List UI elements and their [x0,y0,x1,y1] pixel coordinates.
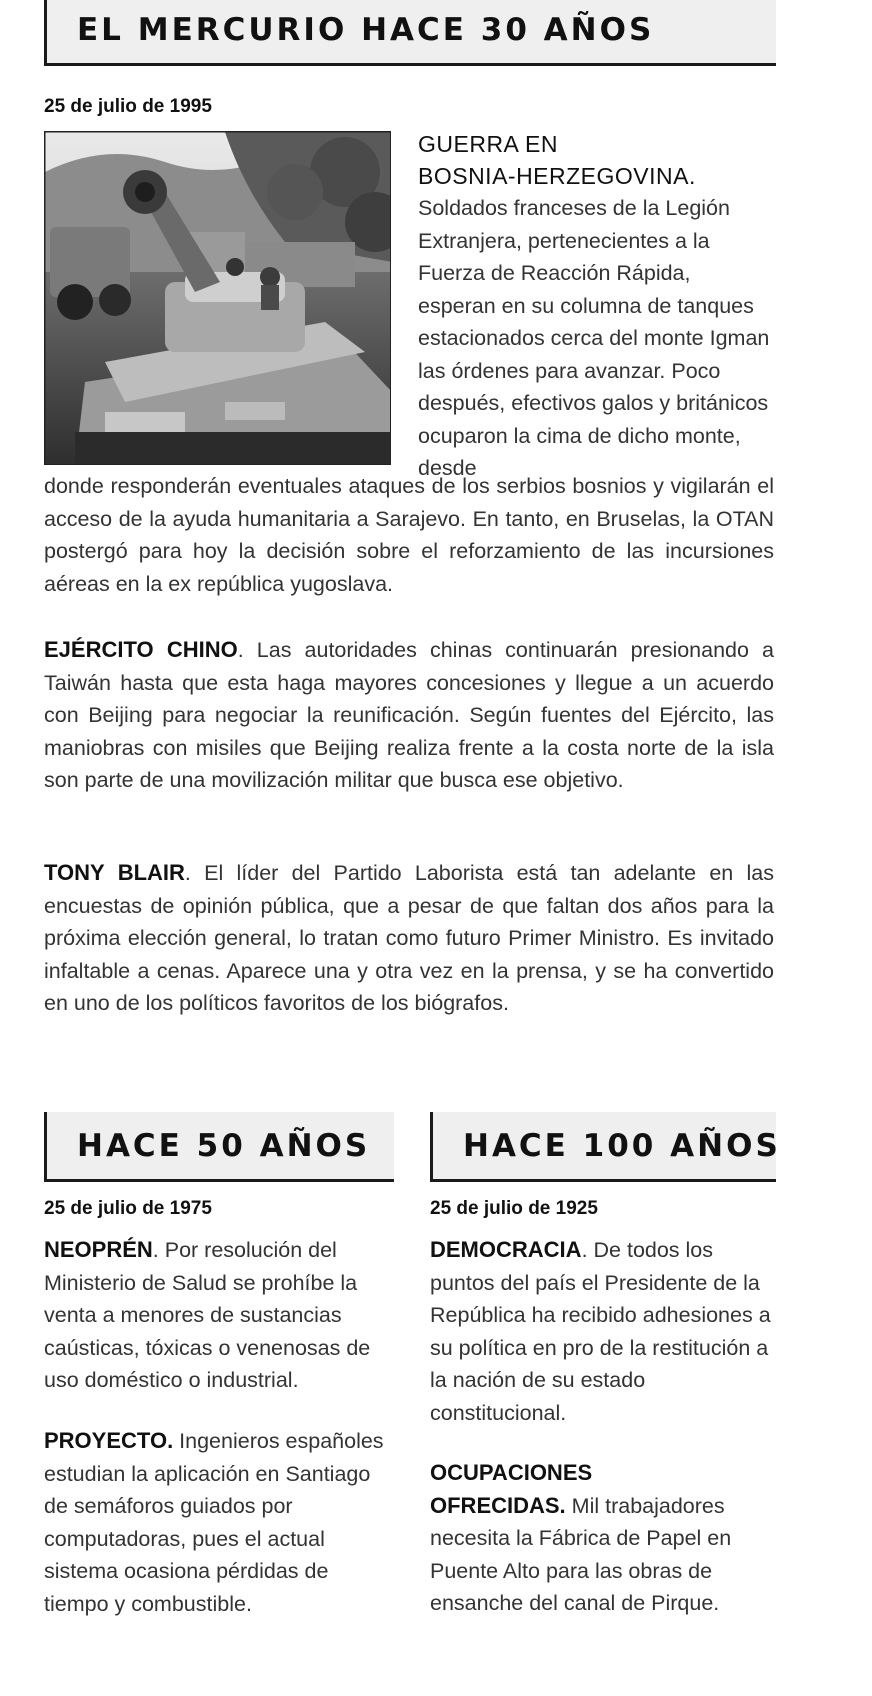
story-ejercito-chino [44,634,774,797]
story-ejercito-chino-kicker: EJÉRCITO CHINO [44,637,238,662]
section-title-30: EL MERCURIO HACE 30 AÑOS [77,12,655,48]
section-header-30 [44,0,776,66]
tank-photo-illustration [45,132,391,465]
story-bosnia-body-wide: donde responderán eventuales ataques de los serbios bosnios y vigilarán el acceso de la ayuda humanitaria a Sarajevo. En tanto, en Bruselas, la OTAN postergó para hoy la decisión sobre el reforzamiento de las incursiones aéreas en la ex república yugoslava. [44,474,774,596]
section-header-100 [430,1112,781,1182]
story-bosnia-continued [44,470,774,600]
story-tony-blair-body: . El líder del Partido Laborista está tan adelante en las encuestas de opinión pública, que a pesar de que faltan dos años para la próxima elección general, lo tratan como futuro Primer Ministro. Es invitado infaltable a cenas. Aparece una y otra vez en la prensa, y se ha convertido en uno de los políticos favoritos de los biógrafos. [44,861,774,1015]
story-ejercito-chino-body: . Las autoridades chinas continuarán presionando a Taiwán hasta que esta haga mayores concesiones y llegue a un acuerdo con Beijing para negociar la reunificación. Según fuentes del Ejército, las maniobras con misiles que Beijing realiza frente a la costa norte de la isla son parte de una movilización militar que busca ese objetivo. [44,638,775,792]
story-proyecto-kicker: PROYECTO. [44,1428,174,1453]
section-header-50 [44,1112,394,1182]
story-neopren [44,1234,396,1397]
date-1925: 25 de julio de 1925 [430,1198,598,1219]
story-proyecto-body: Ingenieros españoles estudian la aplicación en Santiago de semáforos guiados por computadoras, pues el actual sistema ocasiona pérdidas de tiempo y combustible. [44,1429,384,1616]
story-democracia [430,1234,776,1429]
story-democracia-body: . De todos los puntos del país el Presidente de la República ha recibido adhesiones a su política en pro de la restitución a la nación de su estado constitucional. [430,1238,771,1425]
story-bosnia-kicker-1: GUERRA EN [418,131,558,157]
date-1995: 25 de julio de 1995 [44,96,212,117]
story-bosnia-body-right: Soldados franceses de la Legión Extranjera, pertenecientes a la Fuerza de Reacción Rápida, esperan en su columna de tanques estacionados cerca del monte Igman las órdenes para avanzar. Poco después, efectivos galos y británicos ocuparon la cima de dicho monte, desde [418,196,770,480]
story-bosnia-intro [418,128,774,485]
story-democracia-kicker: DEMOCRACIA [430,1237,582,1262]
section-title-100: HACE 100 AÑOS [463,1128,781,1164]
story-bosnia-kicker-2: BOSNIA-HERZEGOVINA. [418,163,696,189]
story-proyecto [44,1425,396,1620]
date-1975: 25 de julio de 1975 [44,1198,212,1219]
story-ocupaciones-kicker-1: OCUPACIONES [430,1460,593,1485]
story-ocupaciones-body: Mil trabajadores necesita la Fábrica de Papel en Puente Alto para las obras de ensanche del canal de Pirque. [430,1493,732,1615]
story-neopren-body: . Por resolución del Ministerio de Salud se prohíbe la venta a menores de sustancias caústicas, tóxicas o venenosas de uso doméstico o industrial. [44,1238,371,1392]
tank-photo [44,131,391,465]
story-ocupaciones-kicker-2: OFRECIDAS. [430,1492,566,1518]
section-title-50: HACE 50 AÑOS [77,1128,371,1164]
story-ocupaciones [430,1457,776,1620]
story-tony-blair-kicker: TONY BLAIR [44,860,185,885]
story-tony-blair [44,857,774,1020]
story-neopren-kicker: NEOPRÉN [44,1237,153,1262]
